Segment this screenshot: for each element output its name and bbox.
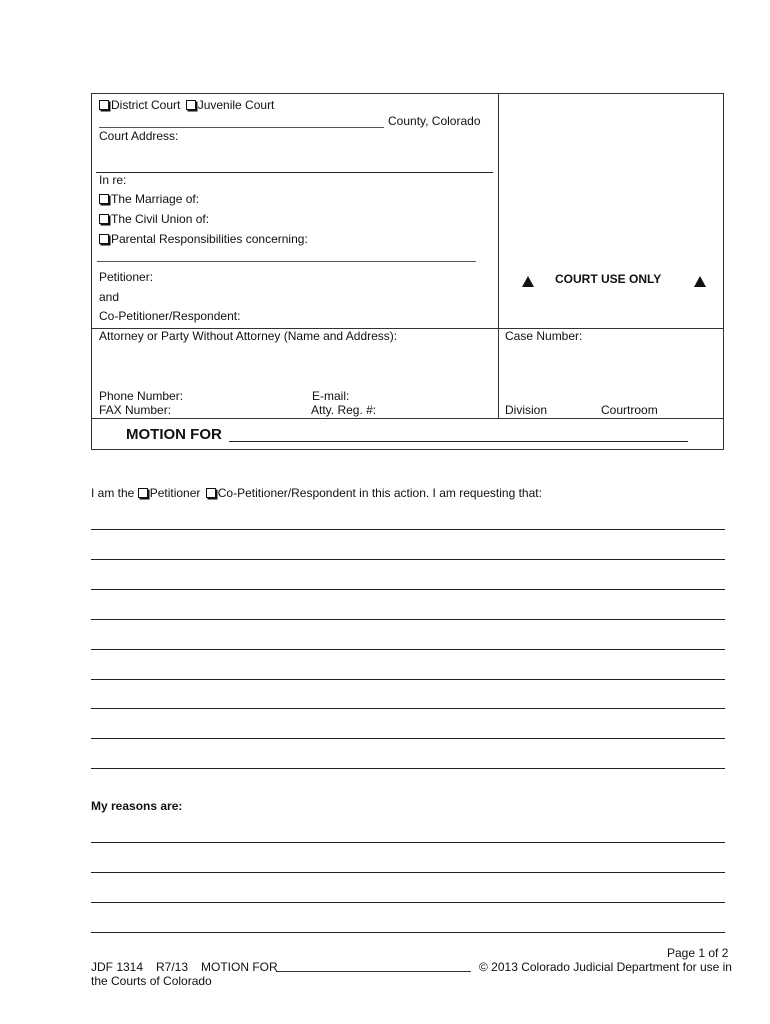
co-petitioner-label: Co-Petitioner/Respondent:: [99, 309, 241, 323]
reasons-line[interactable]: [91, 842, 725, 843]
reasons-line[interactable]: [91, 902, 725, 903]
attorney-label: Attorney or Party Without Attorney (Name and Address):: [99, 329, 398, 343]
request-line[interactable]: [91, 738, 725, 739]
court-type-row: [99, 98, 274, 112]
page-number: Page 1 of 2: [667, 946, 729, 960]
court-address-label: Court Address:: [99, 129, 179, 143]
district-court-checkbox[interactable]: [99, 100, 109, 110]
juvenile-court-label: Juvenile Court: [197, 98, 275, 112]
atty-reg-label: Atty. Reg. #:: [311, 403, 377, 417]
request-line[interactable]: [91, 768, 725, 769]
county-field[interactable]: [99, 127, 384, 128]
petitioner-option-label: Petitioner: [149, 486, 201, 500]
request-line[interactable]: [91, 529, 725, 530]
reasons-line[interactable]: [91, 872, 725, 873]
i-am-the-label: I am the: [91, 486, 135, 500]
reasons-line[interactable]: [91, 932, 725, 933]
parental-row: [99, 232, 308, 246]
courts-text: the Courts of Colorado: [91, 974, 212, 988]
court-address-field[interactable]: [96, 172, 493, 173]
footer-motion-for: MOTION FOR: [201, 960, 278, 974]
division-label: Division: [505, 403, 548, 417]
marriage-label: The Marriage of:: [111, 192, 200, 206]
juvenile-court-checkbox[interactable]: [186, 100, 196, 110]
and-label: and: [99, 290, 120, 304]
motion-title-field[interactable]: [229, 441, 688, 442]
marriage-row: [99, 192, 199, 206]
petitioner-checkbox[interactable]: [138, 488, 148, 498]
civil-union-label: The Civil Union of:: [111, 212, 210, 226]
fax-label: FAX Number:: [99, 403, 172, 417]
civil-union-checkbox[interactable]: [99, 214, 109, 224]
phone-label: Phone Number:: [99, 389, 184, 403]
triangle-left-icon: [522, 276, 534, 287]
county-label: County, Colorado: [388, 114, 481, 128]
request-line[interactable]: [91, 619, 725, 620]
motion-for-title: MOTION FOR: [126, 426, 222, 443]
case-number-label: Case Number:: [505, 329, 583, 343]
request-line[interactable]: [91, 589, 725, 590]
form-revision: R7/13: [156, 960, 189, 974]
copyright-text: © 2013 Colorado Judicial Department for use in: [479, 960, 732, 974]
footer-motion-field: [276, 971, 471, 972]
district-court-label: District Court: [111, 98, 181, 112]
requesting-row: [91, 486, 542, 500]
form-id: JDF 1314: [91, 960, 144, 974]
request-line[interactable]: [91, 679, 725, 680]
co-petitioner-option-label: Co-Petitioner/Respondent in this action. I am requesting that:: [217, 486, 542, 500]
email-label: E-mail:: [312, 389, 350, 403]
request-line[interactable]: [91, 708, 725, 709]
co-petitioner-checkbox[interactable]: [206, 488, 216, 498]
request-line[interactable]: [91, 649, 725, 650]
reasons-heading: My reasons are:: [91, 799, 183, 813]
petitioner-label: Petitioner:: [99, 270, 154, 284]
parties-name-field[interactable]: [97, 261, 476, 262]
in-re-label: In re:: [99, 173, 127, 187]
civil-union-row: [99, 212, 209, 226]
court-use-only-label: COURT USE ONLY: [555, 272, 662, 286]
courtroom-label: Courtroom: [601, 403, 658, 417]
parental-checkbox[interactable]: [99, 234, 109, 244]
triangle-right-icon: [694, 276, 706, 287]
caption-rule: [91, 418, 724, 419]
marriage-checkbox[interactable]: [99, 194, 109, 204]
caption-divider: [498, 93, 499, 418]
parental-label: Parental Responsibilities concerning:: [111, 232, 308, 246]
request-line[interactable]: [91, 559, 725, 560]
